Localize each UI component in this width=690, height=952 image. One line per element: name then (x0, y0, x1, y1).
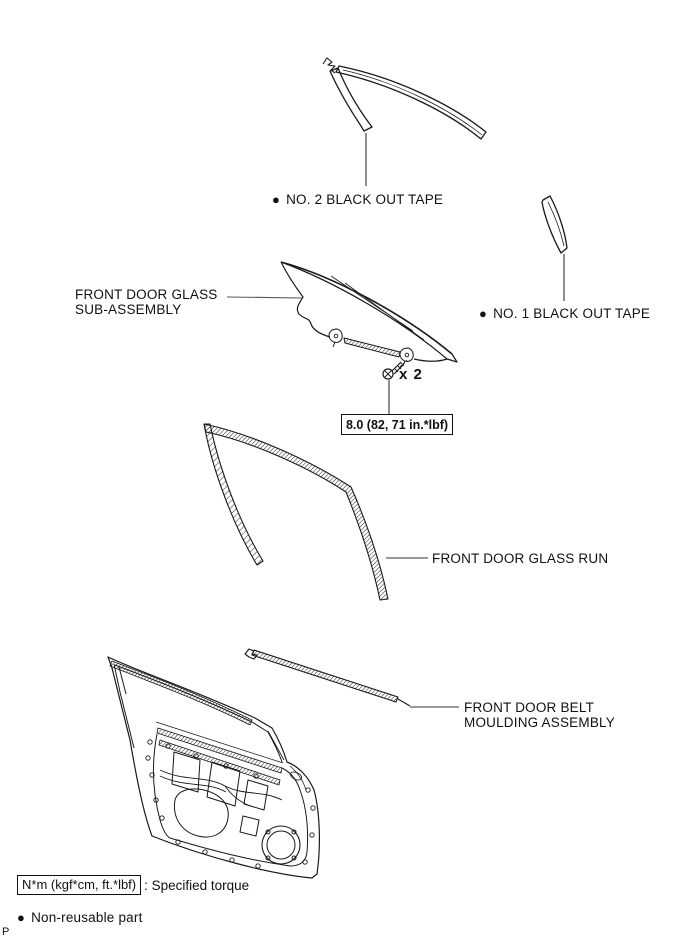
callout-glass-sub-assembly (75, 287, 217, 317)
torque-legend-description: : Specified torque (144, 877, 250, 893)
glass-run-drawing (204, 424, 388, 600)
no1-blackout-tape-label: NO. 1 BLACK OUT TAPE (493, 305, 651, 321)
door-panel-drawing (108, 657, 319, 878)
callout-glass-run (432, 551, 608, 566)
belt-moulding-label-line1: FRONT DOOR BELT (464, 700, 595, 715)
non-reusable-bullet-icon: ● (17, 909, 26, 925)
callout-belt-moulding (464, 700, 615, 730)
no2-blackout-tape-label: NO. 2 BLACK OUT TAPE (286, 191, 444, 207)
glass-run-label: FRONT DOOR GLASS RUN (432, 551, 609, 566)
non-reusable-label: Non-reusable part (31, 909, 143, 925)
non-reusable-bullet-icon: ● (479, 305, 488, 321)
torque-spec-callout: 8.0 (82, 71 in.*lbf) (341, 414, 453, 435)
non-reusable-bullet-icon: ● (272, 191, 281, 207)
no2-blackout-tape-drawing (323, 58, 486, 139)
belt-moulding-drawing (245, 649, 410, 706)
torque-unit-box: N*m (kgf*cm, ft.*lbf) (17, 875, 141, 895)
callout-no1-blackout-tape (479, 306, 650, 320)
callout-no2-blackout-tape (272, 192, 443, 206)
glass-sub-leader (227, 297, 302, 298)
no1-blackout-tape-drawing (542, 196, 567, 253)
non-reusable-legend (17, 910, 143, 924)
page-footer-letter: P (2, 926, 10, 938)
glass-sub-assembly-drawing (281, 262, 457, 366)
bolt-quantity-label: x 2 (399, 366, 423, 383)
torque-legend (17, 875, 249, 895)
glass-sub-assembly-label-line2: SUB-ASSEMBLY (75, 302, 182, 317)
glass-sub-assembly-label-line1: FRONT DOOR GLASS (75, 287, 218, 302)
belt-moulding-label-line2: MOULDING ASSEMBLY (464, 715, 615, 730)
